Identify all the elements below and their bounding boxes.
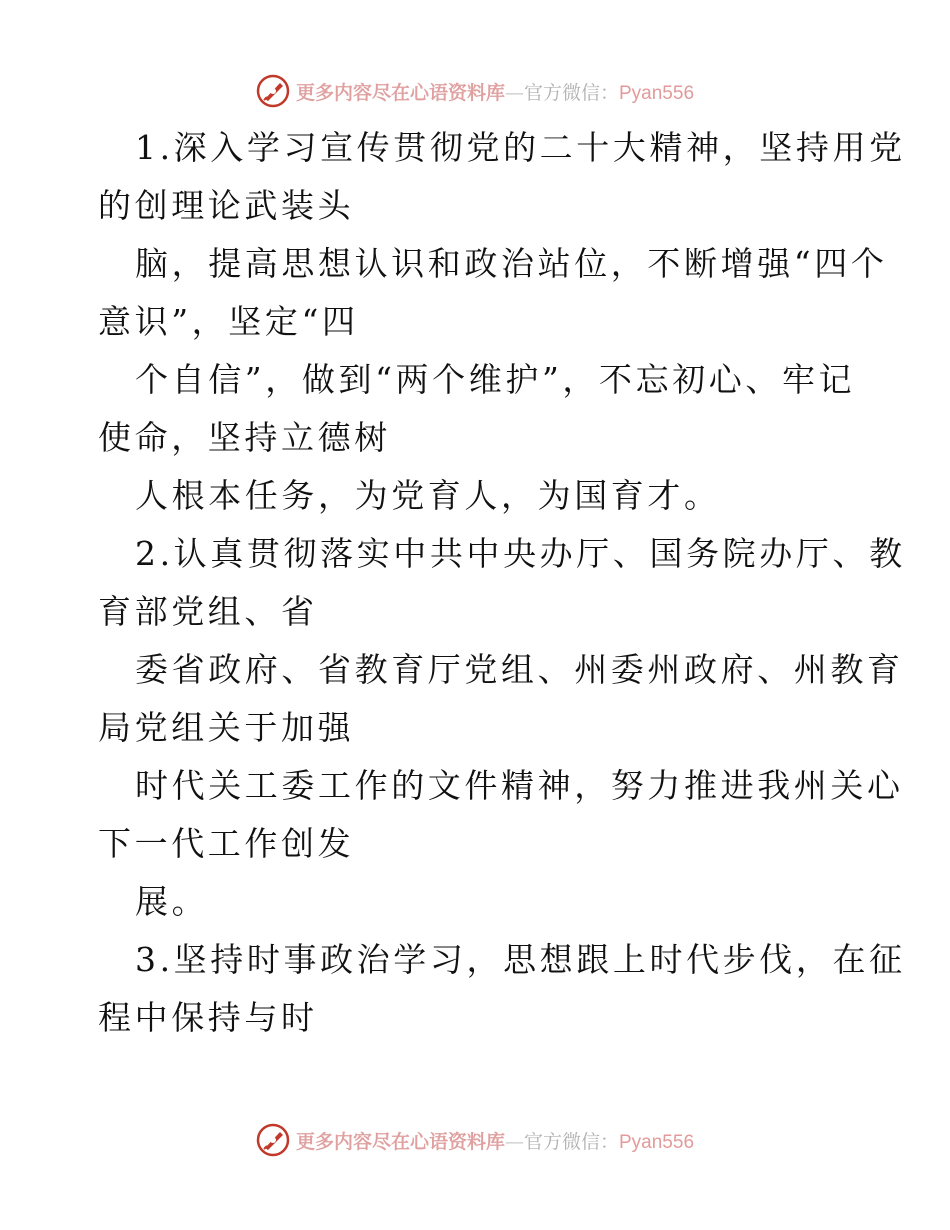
document-line: 1.深入学习宣传贯彻党的二十大精神，坚持用党 bbox=[135, 128, 906, 167]
watermark-text bbox=[296, 1127, 694, 1154]
document-line: 3.坚持时事政治学习，思想跟上时代步伐，在征 bbox=[135, 940, 906, 979]
quill-logo-icon bbox=[256, 1123, 290, 1157]
document-line: 下一代工作创发 bbox=[98, 824, 355, 863]
watermark-wechat-id: Pyan556 bbox=[619, 82, 695, 104]
document-line: 意识”，坚定“四 bbox=[98, 302, 359, 341]
watermark-dash: — bbox=[504, 1130, 524, 1153]
watermark-official: 官方微信： bbox=[523, 81, 619, 104]
document-line: 2.认真贯彻落实中共中央办厅、国务院办厅、教 bbox=[135, 534, 906, 573]
watermark-footer bbox=[0, 1120, 950, 1160]
watermark-brand: 更多内容尽在心语资料库 bbox=[295, 81, 505, 104]
document-line: 个自信”，做到“两个维护”，不忘初心、牢记 bbox=[135, 360, 856, 399]
document-line: 委省政府、省教育厅党组、州委州政府、州教育 bbox=[135, 650, 904, 689]
watermark-text bbox=[296, 78, 694, 105]
document-line: 局党组关于加强 bbox=[98, 708, 355, 747]
watermark-brand: 更多内容尽在心语资料库 bbox=[295, 1130, 505, 1153]
document-line: 使命，坚持立德树 bbox=[98, 418, 391, 457]
document-line: 程中保持与时 bbox=[98, 998, 318, 1037]
document-line: 育部党组、省 bbox=[98, 592, 318, 631]
document-line: 的创理论武装头 bbox=[98, 186, 355, 225]
watermark-official: 官方微信： bbox=[523, 1130, 619, 1153]
watermark-wechat-id: Pyan556 bbox=[619, 1131, 695, 1153]
document-line: 人根本任务，为党育人，为国育才。 bbox=[135, 476, 721, 515]
quill-logo-icon bbox=[256, 74, 290, 108]
document-line: 展。 bbox=[135, 882, 209, 921]
watermark-dash: — bbox=[504, 81, 524, 104]
watermark-header bbox=[0, 71, 950, 111]
document-line: 脑，提高思想认识和政治站位，不断增强“四个 bbox=[135, 244, 888, 283]
document-line: 时代关工委工作的文件精神，努力推进我州关心 bbox=[135, 766, 904, 805]
